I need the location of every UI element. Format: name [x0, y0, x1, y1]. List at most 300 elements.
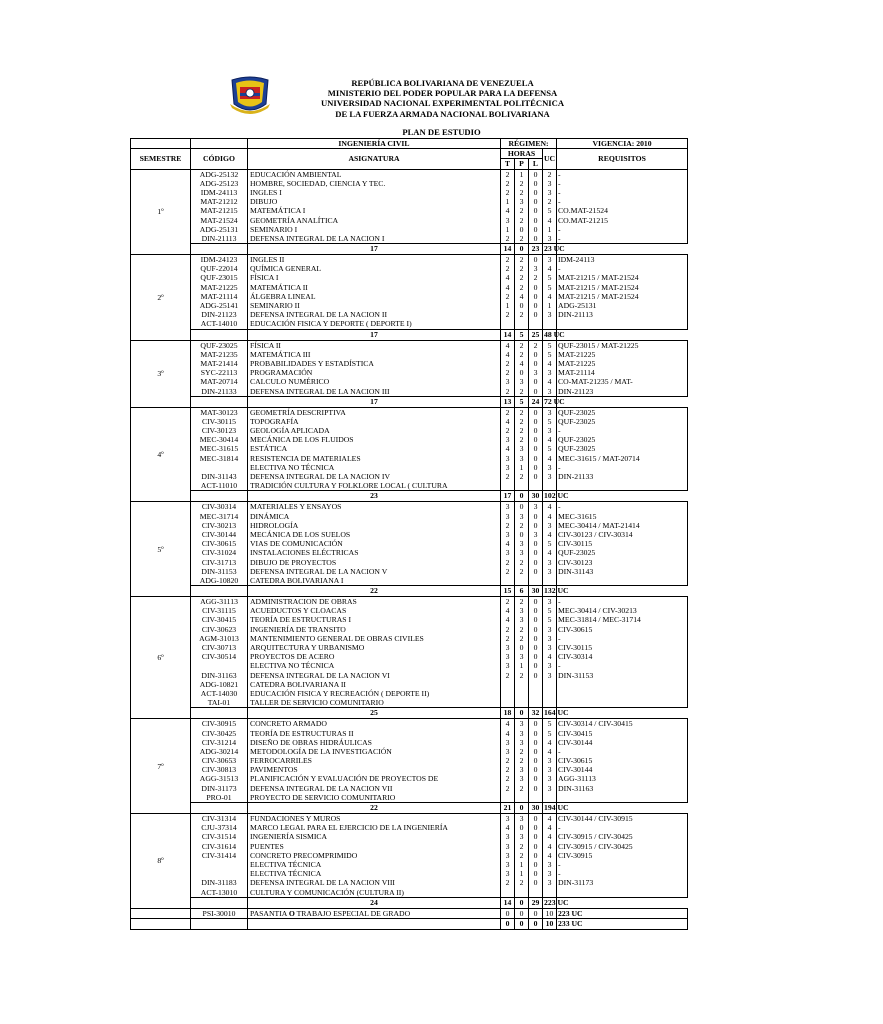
course-name: ESTÁTICA — [250, 444, 288, 454]
hours-t: 2 — [505, 520, 510, 530]
course-uc: 4 — [547, 264, 552, 274]
course-code: AGM-31013 — [199, 633, 239, 643]
total-blank — [191, 396, 248, 407]
hours-p: 3 — [519, 814, 524, 824]
course-requisites: - — [558, 462, 561, 472]
hours-l: 0 — [533, 652, 538, 662]
hours-p — [515, 793, 528, 802]
course-requisites: MEC-31615 — [558, 511, 597, 521]
hours-p: 0 — [519, 502, 524, 512]
hours-p: 1 — [519, 661, 524, 671]
hours-l: 0 — [533, 462, 538, 472]
hours-p: 4 — [519, 358, 524, 368]
course-requisites: CIV-30615 — [558, 624, 593, 634]
course-requisites: CIV-30615 — [558, 756, 593, 766]
course-name: MECÁNICA DE LOS SUELOS — [250, 529, 351, 539]
course-uc: 3 — [547, 765, 552, 775]
total-t: 17 — [248, 329, 501, 340]
course-uc — [543, 319, 556, 328]
hours-l: 0 — [533, 197, 538, 207]
hours-l: 0 — [533, 511, 538, 521]
total-t: 25 — [248, 708, 501, 719]
hours-p: 1 — [519, 169, 524, 179]
hours-t: 3 — [505, 453, 510, 463]
course-name: PROBABILIDADES Y ESTADÍSTICA — [250, 358, 374, 368]
hours-l: 0 — [533, 416, 538, 426]
course-uc: 5 — [547, 719, 552, 729]
total-blank — [191, 803, 248, 814]
hours-t-cell — [501, 340, 515, 396]
course-code: ADG-25141 — [199, 301, 239, 311]
course-name: TEORÍA DE ESTRUCTURAS I — [250, 615, 352, 625]
cumulative-uc: 223 UC — [544, 897, 569, 907]
hours-p: 2 — [519, 273, 524, 283]
hours-l: 3 — [533, 264, 538, 274]
semester-label: 2º — [131, 255, 191, 341]
hours-p: 3 — [519, 728, 524, 738]
course-requisites — [557, 793, 687, 802]
hours-p — [515, 319, 528, 328]
col-semestre: SEMESTRE — [131, 149, 191, 169]
hours-p: 3 — [519, 197, 524, 207]
hours-p-cell — [515, 814, 529, 898]
course-code: ADG-10821 — [199, 679, 239, 689]
semester-label: 8º — [131, 814, 191, 909]
course-name: DEFENSA INTEGRAL DE LA NACION V — [250, 566, 388, 576]
course-uc — [543, 481, 556, 490]
course-code: MEC-31714 — [199, 511, 239, 521]
hours-l: 0 — [533, 178, 538, 188]
hours-l — [529, 689, 542, 698]
hours-p-cell — [515, 407, 529, 491]
total-l: 0 — [529, 918, 543, 929]
hours-t: 3 — [505, 737, 510, 747]
hours-t: 2 — [505, 633, 510, 643]
course-uc: 5 — [547, 416, 552, 426]
hours-l: 0 — [533, 633, 538, 643]
course-requisites: ADG-25131 — [558, 301, 597, 311]
course-name: DEFENSA INTEGRAL DE LA NACION III — [250, 386, 390, 396]
course-uc: 5 — [547, 444, 552, 454]
course-name: MANTENIMIENTO GENERAL DE OBRAS CIVILES — [250, 633, 424, 643]
hours-l: 0 — [533, 386, 538, 396]
hours-p: 2 — [519, 670, 524, 680]
course-name: MECÁNICA DE LOS FLUIDOS — [250, 435, 354, 445]
hours-l: 0 — [533, 548, 538, 558]
hours-l: 0 — [533, 444, 538, 454]
course-name-cell — [248, 719, 501, 803]
hours-t: 2 — [505, 783, 510, 793]
hours-l: 0 — [533, 615, 538, 625]
course-requisites: MAT-21215 / MAT-21524 — [558, 282, 639, 292]
course-requisites: CIV-30314 / CIV-30415 — [558, 719, 633, 729]
course-requisites: CIV-30115 — [558, 539, 593, 549]
hours-t-cell — [501, 502, 515, 586]
course-name: ELECTIVA NO TÉCNICA — [250, 462, 335, 472]
total-p: 13 — [501, 396, 515, 407]
course-requisites — [557, 576, 687, 585]
hours-t: 4 — [505, 349, 510, 359]
semester-total-row — [131, 396, 688, 407]
hours-l: 0 — [533, 643, 538, 653]
cumulative-uc: 132 UC — [544, 586, 569, 596]
course-uc: 4 — [547, 358, 552, 368]
header-line-university: UNIVERSIDAD NACIONAL EXPERIMENTAL POLITÉCNICA — [320, 98, 565, 109]
hours-l: 0 — [533, 832, 538, 842]
semester-block — [131, 814, 688, 898]
course-code: ADG-25132 — [199, 169, 239, 179]
course-uc-cell — [543, 597, 557, 708]
hours-p: 2 — [519, 426, 524, 436]
course-uc-cell — [543, 340, 557, 396]
total-uc: 30 — [529, 586, 543, 597]
hours-t: 3 — [505, 548, 510, 558]
course-name: INGLES I — [250, 187, 282, 197]
col-l: L — [529, 159, 543, 169]
course-uc-cell — [543, 719, 557, 803]
hours-l-cell — [529, 597, 543, 708]
hours-l: 0 — [533, 224, 538, 234]
hours-t: 2 — [505, 878, 510, 888]
course-code: MAT-21414 — [200, 358, 238, 368]
course-name: ACUEDUCTOS Y CLOACAS — [250, 606, 347, 616]
hours-p: 3 — [519, 548, 524, 558]
hours-t: 3 — [505, 215, 510, 225]
course-uc: 3 — [547, 783, 552, 793]
course-name: INGLES II — [250, 255, 285, 265]
course-name: VIAS DE COMUNICACIÓN — [250, 539, 343, 549]
hours-t: 2 — [505, 178, 510, 188]
course-code: IDM-24123 — [200, 255, 238, 265]
total-l: 0 — [515, 244, 529, 255]
hours-p — [515, 698, 528, 707]
hours-t — [501, 576, 514, 585]
hours-p-cell — [515, 169, 529, 244]
total-blank — [191, 586, 248, 597]
header-blank — [131, 139, 191, 149]
hours-t: 3 — [505, 841, 510, 851]
course-requisites: - — [558, 233, 561, 243]
course-requisites: - — [558, 178, 561, 188]
hours-l: 0 — [533, 282, 538, 292]
course-code: DIN-21113 — [201, 233, 237, 243]
semester-label: 3º — [131, 340, 191, 407]
course-code: DIN-31183 — [201, 878, 237, 888]
course-name: GEOMETRÍA DESCRIPTIVA — [250, 407, 346, 417]
course-code: PRO-01 — [206, 792, 232, 802]
course-code: PSI-30010 — [191, 908, 248, 918]
hours-l: 0 — [533, 233, 538, 243]
col-codigo: CÓDIGO — [191, 149, 248, 169]
hours-t: 3 — [505, 462, 510, 472]
course-name: QUÍMICA GENERAL — [250, 264, 322, 274]
hours-l: 0 — [533, 453, 538, 463]
hours-t: 2 — [505, 472, 510, 482]
total-uc: 24 — [529, 396, 543, 407]
total-l: 6 — [515, 586, 529, 597]
course-uc: 3 — [547, 462, 552, 472]
total-t: 23 — [248, 491, 501, 502]
hours-l: 0 — [533, 169, 538, 179]
total-t: 17 — [248, 244, 501, 255]
course-uc: 4 — [547, 215, 552, 225]
course-uc — [543, 689, 556, 698]
course-requisites: MAT-21225 — [558, 358, 596, 368]
course-uc: 3 — [547, 255, 552, 265]
total-p: 15 — [501, 586, 515, 597]
course-name: RESISTENCIA DE MATERIALES — [250, 453, 361, 463]
hours-l: 0 — [533, 472, 538, 482]
hours-p: 3 — [519, 652, 524, 662]
course-code: MAT-21225 — [200, 282, 238, 292]
course-name: MARCO LEGAL PARA EL EJERCICIO DE LA INGENIERÍA — [250, 823, 448, 833]
course-requisites: QUF-23025 — [558, 416, 596, 426]
hours-t: 3 — [505, 377, 510, 387]
course-code: CIV-31024 — [201, 548, 237, 558]
hours-t — [501, 793, 514, 802]
course-name-cell — [248, 407, 501, 491]
course-requisites: QUF-23025 — [558, 444, 596, 454]
hours-l-cell — [529, 719, 543, 803]
cumulative-uc: 102 UC — [544, 491, 569, 501]
hours-t — [501, 698, 514, 707]
course-code: ACT-14030 — [200, 688, 238, 698]
hours-p: 2 — [519, 878, 524, 888]
course-uc: 4 — [547, 823, 552, 833]
course-uc: 5 — [547, 539, 552, 549]
header-line-country: REPÚBLICA BOLIVARIANA DE VENEZUELA — [351, 78, 534, 88]
course-code: QUF-23015 — [200, 273, 238, 283]
hours-t: 2 — [505, 765, 510, 775]
course-code: ADG-30214 — [199, 746, 239, 756]
course-code: CIV-30415 — [201, 615, 237, 625]
course-uc: 2 — [547, 169, 552, 179]
course-code: MEC-30414 — [199, 435, 239, 445]
course-uc — [543, 576, 556, 585]
course-requisites: CIV-30314 — [558, 652, 593, 662]
course-uc: 4 — [547, 529, 552, 539]
course-name-cell — [248, 597, 501, 708]
course-code: CIV-31713 — [201, 557, 237, 567]
hours-p: 2 — [519, 282, 524, 292]
course-name-part: TRABAJO ESPECIAL DE GRADO — [294, 908, 411, 918]
hours-p: 2 — [519, 756, 524, 766]
course-code: ACT-13010 — [200, 887, 238, 897]
hours-l: 2 — [533, 340, 538, 350]
total-blank — [191, 244, 248, 255]
course-code: QUF-23025 — [200, 340, 238, 350]
hours-p: 3 — [519, 539, 524, 549]
hours-l: 3 — [533, 529, 538, 539]
course-code: CIV-30915 — [201, 719, 237, 729]
course-uc: 3 — [547, 859, 552, 869]
course-uc: 3 — [547, 472, 552, 482]
course-requisites: DIN-21123 — [558, 386, 594, 396]
course-uc-cell — [543, 502, 557, 586]
hours-l: 0 — [529, 908, 543, 918]
semester-block — [131, 169, 688, 244]
course-code — [191, 860, 247, 869]
course-requisites: - — [558, 502, 561, 512]
course-code: CIV-31115 — [202, 606, 236, 616]
hours-t: 2 — [505, 426, 510, 436]
course-code: QUF-22014 — [200, 264, 238, 274]
hours-t: 4 — [505, 416, 510, 426]
hours-t: 3 — [505, 869, 510, 879]
course-code: CIV-30144 — [201, 529, 237, 539]
total-t: 17 — [248, 396, 501, 407]
course-uc — [543, 793, 556, 802]
course-requisites-cell — [557, 502, 688, 586]
hours-p: 0 — [519, 823, 524, 833]
hours-p-cell — [515, 255, 529, 330]
course-uc: 3 — [547, 233, 552, 243]
total-p: 14 — [501, 244, 515, 255]
course-name: INGENIERÍA DE TRANSITO — [250, 624, 346, 634]
course-requisites-cell — [557, 407, 688, 491]
final-row — [131, 908, 688, 918]
hours-l: 0 — [533, 859, 538, 869]
course-uc — [543, 680, 556, 689]
course-name: ÁLGEBRA LINEAL — [250, 291, 316, 301]
course-uc: 4 — [547, 548, 552, 558]
course-requisites: DIN-31143 — [558, 566, 594, 576]
hours-p: 3 — [519, 737, 524, 747]
total-uc: 25 — [529, 329, 543, 340]
course-requisites: IDM-24113 — [558, 255, 595, 265]
course-name: EDUCACIÓN FISICA Y DEPORTE ( DEPORTE I) — [250, 319, 412, 329]
course-requisites: CIV-30123 / CIV-30314 — [558, 529, 633, 539]
course-code: DIN-31143 — [201, 472, 237, 482]
total-p: 18 — [501, 708, 515, 719]
hours-l: 0 — [533, 291, 538, 301]
hours-p: 2 — [519, 557, 524, 567]
hours-t: 3 — [505, 832, 510, 842]
course-uc: 4 — [547, 746, 552, 756]
course-code: MAT-21524 — [200, 215, 238, 225]
hours-p: 0 — [519, 643, 524, 653]
course-name: DINÁMICA — [250, 511, 290, 521]
hours-t: 3 — [505, 652, 510, 662]
course-name: TEORÍA DE ESTRUCTURAS II — [250, 728, 354, 738]
hours-p: 3 — [519, 719, 524, 729]
course-name: EDUCACIÓN FISICA Y RECREACIÓN ( DEPORTE II) — [250, 688, 430, 698]
hours-l: 0 — [533, 670, 538, 680]
hours-p: 2 — [519, 349, 524, 359]
course-uc: 4 — [547, 652, 552, 662]
course-name: TRADICIÓN CULTURA Y FOLKLORE LOCAL ( CULTURA — [250, 481, 448, 491]
course-name: DEFENSA INTEGRAL DE LA NACION VII — [250, 783, 393, 793]
course-requisites — [557, 689, 687, 698]
hours-t: 3 — [505, 859, 510, 869]
course-requisites: 223 UC — [557, 908, 688, 918]
course-name: DIBUJO — [250, 197, 278, 207]
course-uc: 1 — [547, 301, 552, 311]
hours-t: 2 — [505, 169, 510, 179]
course-code: ADG-25123 — [199, 178, 239, 188]
course-uc: 3 — [547, 557, 552, 567]
course-name: DEFENSA INTEGRAL DE LA NACION I — [250, 233, 385, 243]
course-uc: 3 — [547, 310, 552, 320]
course-name: FUNDACIONES Y MUROS — [250, 814, 341, 824]
institution-header — [290, 78, 595, 119]
hours-uc: 10 — [543, 908, 557, 918]
col-requisitos: REQUISITOS — [557, 149, 688, 169]
semester-total-row — [131, 897, 688, 908]
hours-t: 2 — [505, 291, 510, 301]
course-requisites: CIV-30915 — [558, 850, 593, 860]
hours-t-cell — [501, 814, 515, 898]
course-name: ELECTIVA NO TÉCNICA — [250, 661, 335, 671]
hours-l — [529, 481, 542, 490]
header-line-armed-forces: DE LA FUERZA ARMADA NACIONAL BOLIVARIANA — [335, 108, 550, 119]
course-requisites: - — [558, 823, 561, 833]
hours-t: 1 — [505, 224, 510, 234]
hours-p: 2 — [519, 407, 524, 417]
course-uc: 3 — [547, 566, 552, 576]
total-l: 0 — [515, 708, 529, 719]
hours-l: 0 — [533, 869, 538, 879]
hours-t — [501, 680, 514, 689]
hours-l: 0 — [533, 728, 538, 738]
course-name: CATEDRA BOLIVARIANA I — [250, 575, 344, 585]
course-requisites: - — [558, 187, 561, 197]
hours-l — [529, 576, 542, 585]
course-uc: 3 — [547, 869, 552, 879]
course-uc — [543, 888, 556, 897]
cumulative-uc: 72 UC — [544, 396, 565, 406]
course-requisites — [557, 680, 687, 689]
cumulative-uc: 48 UC — [544, 329, 565, 339]
hours-l: 0 — [533, 215, 538, 225]
course-uc: 5 — [547, 349, 552, 359]
course-uc: 5 — [547, 273, 552, 283]
hours-t: 2 — [505, 233, 510, 243]
course-name: CONCRETO PRECOMPRIMIDO — [250, 850, 358, 860]
hours-t: 3 — [505, 746, 510, 756]
hours-t: 3 — [505, 643, 510, 653]
course-requisites: - — [558, 746, 561, 756]
total-t: 24 — [248, 897, 501, 908]
course-requisites: MAT-21225 — [558, 349, 596, 359]
course-uc-cell — [543, 169, 557, 244]
semester-block — [131, 502, 688, 586]
hours-l: 0 — [533, 255, 538, 265]
course-requisites: MAT-21215 / MAT-21524 — [558, 273, 639, 283]
hours-t: 4 — [505, 606, 510, 616]
course-uc: 4 — [547, 453, 552, 463]
hours-t: 2 — [505, 407, 510, 417]
course-requisites: DIN-21133 — [558, 472, 594, 482]
hours-t: 4 — [505, 728, 510, 738]
course-name: PLANIFICACIÓN Y EVALUACIÓN DE PROYECTOS DE — [250, 774, 439, 784]
course-code: MEC-31615 — [199, 444, 239, 454]
course-name: DISEÑO DE OBRAS HIDRÁULICAS — [250, 737, 372, 747]
semester-total-row — [131, 491, 688, 502]
hours-l: 0 — [533, 783, 538, 793]
hours-t: 4 — [505, 823, 510, 833]
semester-block — [131, 407, 688, 491]
course-code: CIV-30213 — [201, 520, 237, 530]
course-code: CIV-31414 — [201, 850, 237, 860]
course-uc: 4 — [547, 814, 552, 824]
course-code: DIN-31153 — [201, 566, 237, 576]
course-code: CIV-30813 — [201, 765, 237, 775]
hours-p: 2 — [519, 783, 524, 793]
hours-t: 4 — [505, 282, 510, 292]
total-blank — [191, 897, 248, 908]
course-name: FÍSICA I — [250, 273, 279, 283]
